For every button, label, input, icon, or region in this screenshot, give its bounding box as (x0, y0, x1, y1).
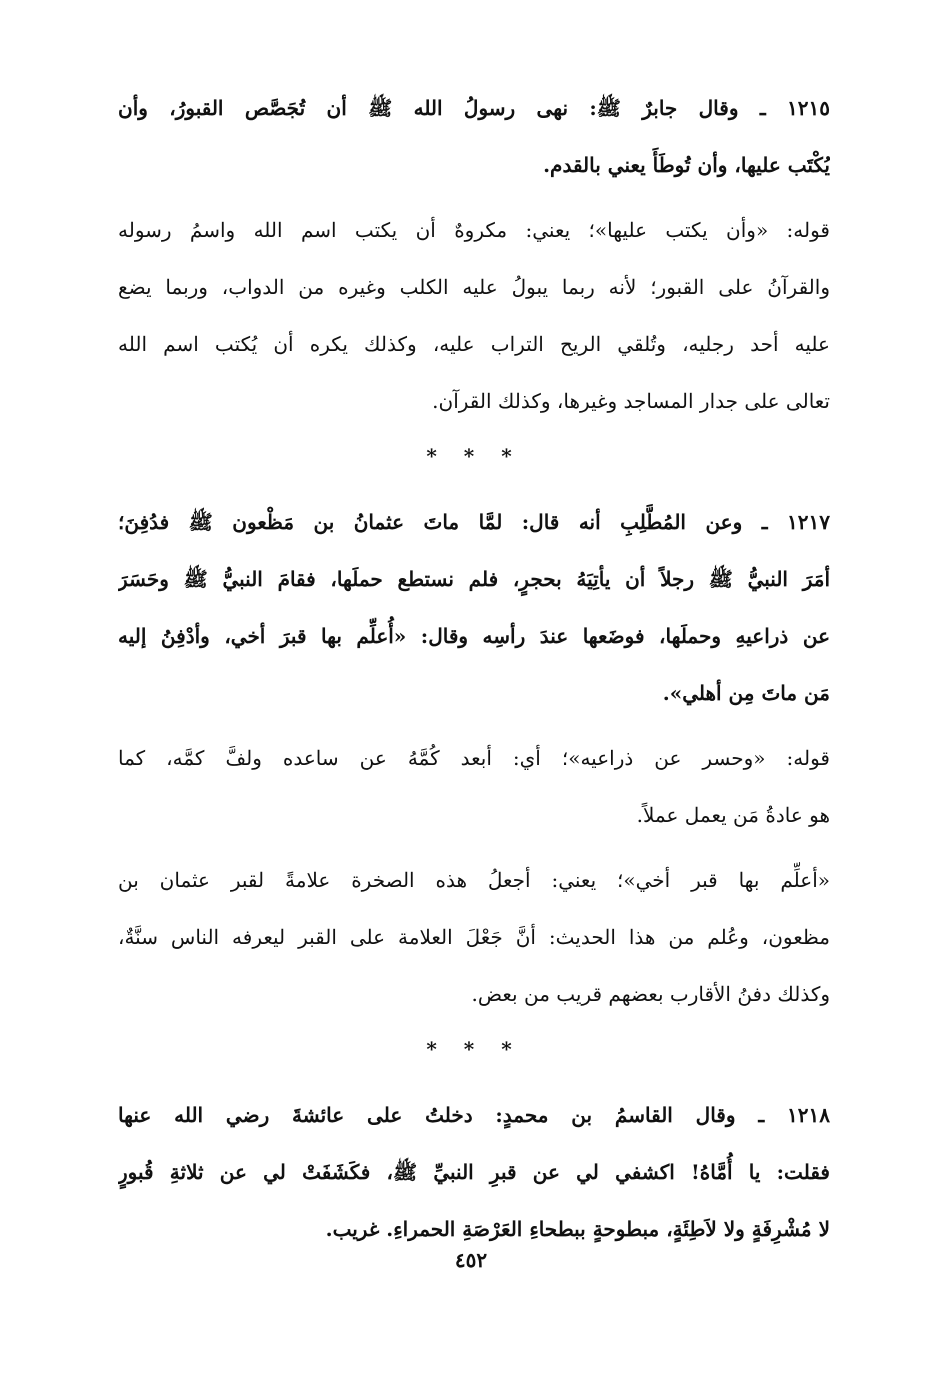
text-line: «أعلِّم بها قبر أخي»؛ يعني: أجعلُ هذه الصخرة علامةً لقبر عثمان بن (118, 868, 830, 892)
text-line: أمَرَ النبيُّ ﷺ رجلاً أن يأتِيَهُ بحجرٍ، فلم نستطع حملَها، فقامَ النبيُّ ﷺ وحَسَرَ (118, 567, 830, 591)
text-line: لا مُشْرِفَةٍ ولا لاَطِئَةٍ، مبطوحةٍ ببطحاءِ العَرْصَةِ الحمراءِ. غريب. (325, 1217, 830, 1241)
hadith-1215 (118, 80, 830, 194)
commentary-1217-b (118, 852, 830, 1023)
section-separator: * * * (426, 444, 522, 468)
text-line: وكذلك دفنُ الأقارب بعضهم قريب من بعض. (471, 982, 830, 1006)
text-line: مظعون، وعُلم من هذا الحديث: أنَّ جَعْلَ العلامة على القبر ليعرفه الناس سنَّةٌ، (118, 925, 830, 949)
section-separator: * * * (426, 1037, 522, 1061)
page-body (118, 80, 830, 1266)
text-line: فقلت: يا أُمَّاهُ! اكشفي لي عن قبرِ النبيِّ ﷺ، فكَشَفَتْ لي عن ثلاثةِ قُبورٍ (118, 1160, 830, 1184)
text-line: يُكْتَب عليها، وأن تُوطَأَ يعني بالقدم. (543, 153, 830, 177)
text-line: مَن ماتَ مِن أهلي». (662, 681, 830, 705)
text-line: ١٢١٧ ـ وعن المُطَّلِبِ أنه قال: لمَّا ماتَ عثمانُ بن مَظْعون ﷺ فدُفِنَ؛ (118, 510, 830, 534)
text-line: هو عادةُ مَن يعمل عملاً. (636, 803, 830, 827)
text-line: والقرآنُ على القبور؛ لأنه ربما يبولُ عليه الكلب وغيره من الدواب، وربما يضع (118, 275, 830, 299)
commentary-1217-a (118, 730, 830, 844)
hadith-1217 (118, 494, 830, 722)
commentary-1215 (118, 202, 830, 430)
text-line: قوله: «وأن يكتب عليها»؛ يعني: مكروهٌ أن يكتب اسم الله واسمُ رسوله (118, 218, 830, 242)
text-line: قوله: «وحسر عن ذراعيه»؛ أي: أبعد كُمَّهُ عن ساعده ولفَّ كمَّه، كما (118, 746, 830, 770)
text-line: ١٢١٨ ـ وقال القاسمُ بن محمدٍ: دخلتُ على عائشةَ رضي الله عنها (118, 1103, 830, 1127)
page-number: ٤٥٢ (454, 1248, 488, 1272)
text-line: ١٢١٥ ـ وقال جابرٌ ﷺ: نهى رسولُ الله ﷺ أن تُجَصَّص القبورُ، وأن (118, 96, 830, 120)
text-line: عليه أحد رجليه، وتُلقي الريح التراب عليه، وكذلك يكره أن يُكتب اسم الله (118, 332, 830, 356)
text-line: عن ذراعيهِ وحملَها، فوضَعها عندَ رأسِه وقال: «أُعلِّم بها قبرَ أخي، وأدْفِنُ إليه (118, 624, 830, 648)
text-line: تعالى على جدار المساجد وغيرها، وكذلك القرآن. (432, 389, 830, 413)
hadith-1218 (118, 1087, 830, 1258)
